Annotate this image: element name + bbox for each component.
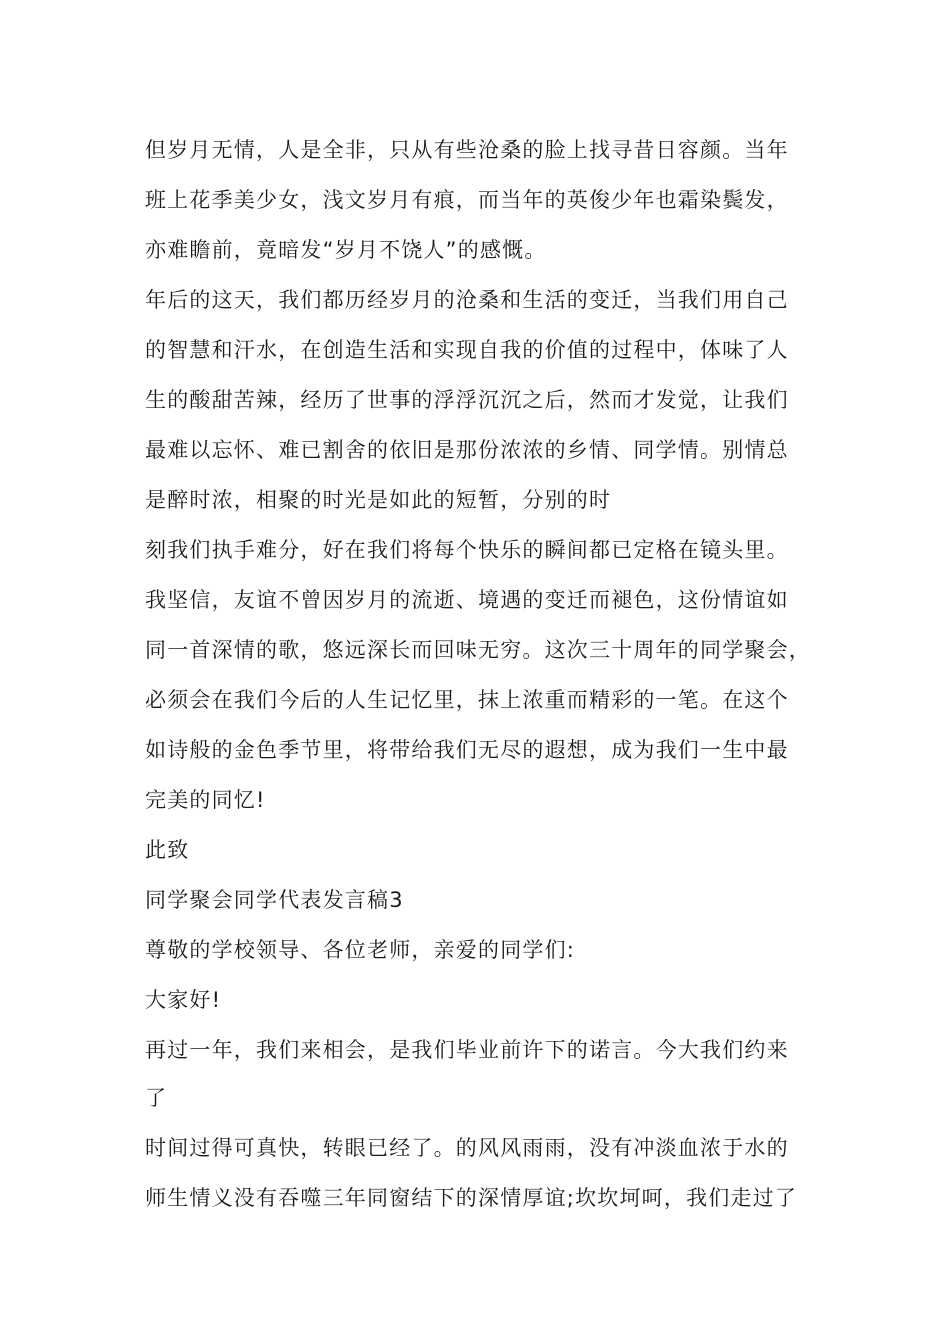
text-line: 师生情义没有吞噬三年同窗结下的深情厚谊;坎坎坷呵，我们走过了 bbox=[145, 1186, 798, 1210]
text-line: 年后的这天，我们都历经岁月的沧桑和生活的变迁，当我们用自己 bbox=[145, 288, 789, 312]
text-line: 生的酸甜苦辣，经历了世事的浮浮沉沉之后，然而才发觉，让我们 bbox=[145, 388, 789, 412]
text-line: 最难以忘怀、难已割舍的依旧是那份浓浓的乡情、同学情。别情总 bbox=[145, 438, 789, 462]
text-line: 再过一年，我们来相会，是我们毕业前许下的诺言。今大我们约来 bbox=[145, 1038, 789, 1062]
text-line: 我坚信，友谊不曾因岁月的流逝、境遇的变迁而褪色，这份情谊如 bbox=[145, 588, 789, 612]
text-line: 时间过得可真快，转眼已经了。的风风雨雨，没有冲淡血浓于水的 bbox=[145, 1136, 789, 1160]
text-line: 完美的同忆! bbox=[145, 788, 266, 812]
text-line: 是醉时浓，相聚的时光是如此的短暂，分别的时 bbox=[145, 488, 612, 512]
text-line: 了 bbox=[145, 1086, 168, 1110]
text-line: 必须会在我们今后的人生记忆里，抹上浓重而精彩的一笔。在这个 bbox=[145, 688, 789, 712]
text-line: 刻我们执手难分，好在我们将每个快乐的瞬间都已定格在镜头里。 bbox=[145, 538, 789, 562]
closing-salutation: 此致 bbox=[145, 838, 190, 862]
text-line: 的智慧和汗水，在创造生活和实现自我的价值的过程中，体味了人 bbox=[145, 338, 789, 362]
text-line: 亦难瞻前，竟暗发“岁月不饶人”的感慨。 bbox=[145, 238, 547, 262]
greeting-line: 大家好! bbox=[145, 988, 222, 1012]
text-line: 但岁月无情，人是全非，只从有些沧桑的脸上找寻昔日容颜。当年 bbox=[145, 138, 789, 162]
text-line: 如诗般的金色季节里，将带给我们无尽的遐想，成为我们一生中最 bbox=[145, 738, 789, 762]
text-line: 同一首深情的歌，悠远深长而回味无穷。这次三十周年的同学聚会， bbox=[145, 638, 811, 662]
section-title: 同学聚会同学代表发言稿3 bbox=[145, 888, 404, 912]
text-line: 班上花季美少女，浅文岁月有痕，而当年的英俊少年也霜染鬓发， bbox=[145, 188, 789, 212]
greeting-line: 尊敬的学校领导、各位老师，亲爱的同学们: bbox=[145, 938, 576, 962]
